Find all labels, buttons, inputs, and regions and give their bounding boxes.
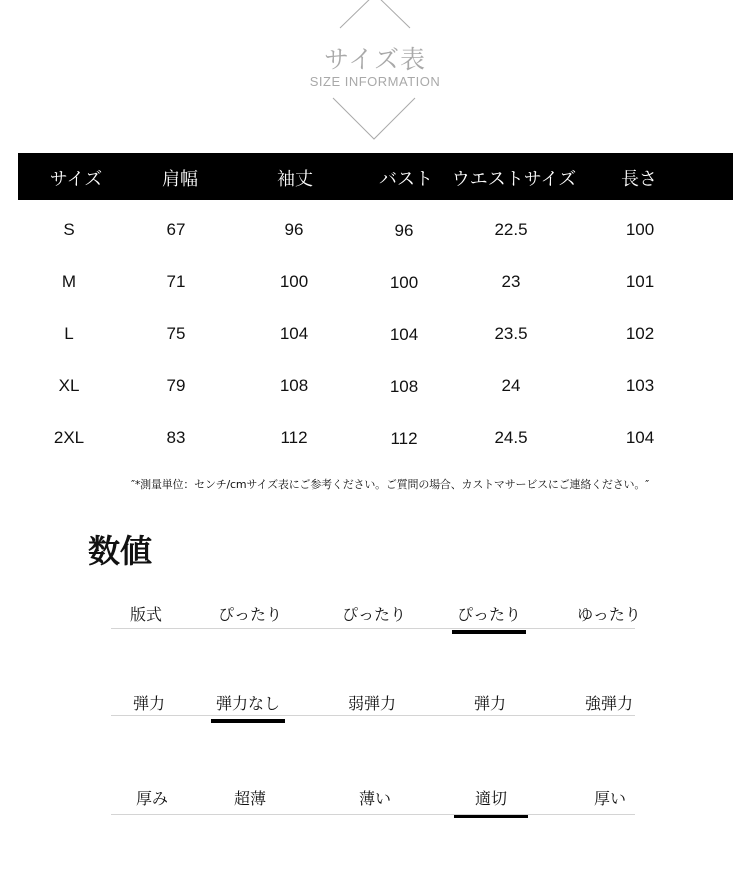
table-cell: 100	[389, 273, 419, 292]
attribute-option: 薄い	[358, 789, 392, 808]
table-cell: 83	[166, 428, 186, 447]
table-cell: 108	[389, 377, 419, 396]
table-cell: 22.5	[494, 220, 528, 239]
attribute-option: 厚い	[593, 789, 627, 808]
column-header-sleeve: 袖丈	[277, 169, 313, 190]
attribute-option-selected: 弾力なし	[216, 691, 280, 714]
size-chart-title: サイズ表	[323, 45, 426, 74]
column-header-shoulder: 肩幅	[162, 169, 198, 190]
table-cell: 108	[279, 376, 309, 395]
measurement-note: ″*測量単位：センチ/cmサイズ表にご参考ください。ご質問の場合、カストマサービスにご連絡ください。″	[130, 478, 650, 491]
table-cell: 100	[279, 272, 309, 291]
column-header-waist: ウエストサイズ	[451, 169, 577, 190]
attribute-label: 厚み	[135, 789, 169, 808]
divider	[111, 715, 635, 716]
column-header-size: サイズ	[49, 169, 103, 190]
attribute-option: 強弾力	[584, 694, 634, 713]
attribute-option: ぴったり	[217, 605, 283, 624]
table-cell: 104	[389, 325, 419, 344]
attribute-option: ぴったり	[341, 605, 407, 624]
bottom-chevron-icon	[333, 98, 415, 139]
table-cell: 71	[166, 272, 186, 291]
table-cell: 102	[625, 324, 655, 343]
table-cell: 75	[166, 324, 186, 343]
table-cell: L	[64, 324, 74, 343]
divider	[111, 628, 635, 629]
divider	[111, 814, 635, 815]
table-cell: 101	[625, 272, 655, 291]
attribute-label: 弾力	[132, 694, 166, 713]
table-cell: 23.5	[494, 324, 528, 343]
table-cell: 23	[501, 272, 521, 291]
table-cell: 112	[280, 428, 308, 447]
size-table-header	[18, 153, 733, 200]
table-cell: 24	[501, 376, 521, 395]
attribute-label: 版式	[129, 605, 163, 624]
attribute-option: 弱弾力	[347, 694, 397, 713]
table-cell: 112	[390, 429, 418, 448]
table-cell: 2XL	[53, 428, 85, 447]
table-cell: 96	[284, 220, 304, 239]
table-cell: 24.5	[494, 428, 528, 447]
column-header-bust: バスト	[379, 169, 433, 190]
table-cell: 67	[166, 220, 186, 239]
table-cell: 79	[166, 376, 186, 395]
table-cell: 100	[625, 220, 655, 239]
attribute-option-selected: 適切	[475, 786, 507, 809]
size-chart-subtitle: SIZE INFORMATION	[309, 74, 441, 89]
table-cell: XL	[58, 376, 80, 395]
attributes-title: 数値	[88, 532, 153, 570]
attribute-option: 弾力	[473, 694, 507, 713]
attribute-option-selected: ぴったり	[457, 602, 521, 625]
table-cell: 96	[394, 221, 414, 240]
table-cell: M	[61, 272, 77, 291]
table-cell: 103	[625, 376, 655, 395]
column-header-length: 長さ	[621, 169, 657, 190]
attribute-option: ゆったり	[577, 605, 641, 624]
table-cell: 104	[625, 428, 655, 447]
table-cell: S	[63, 220, 75, 239]
table-cell: 104	[279, 324, 309, 343]
attribute-option: 超薄	[233, 789, 267, 808]
top-chevron-icon	[340, 0, 410, 28]
